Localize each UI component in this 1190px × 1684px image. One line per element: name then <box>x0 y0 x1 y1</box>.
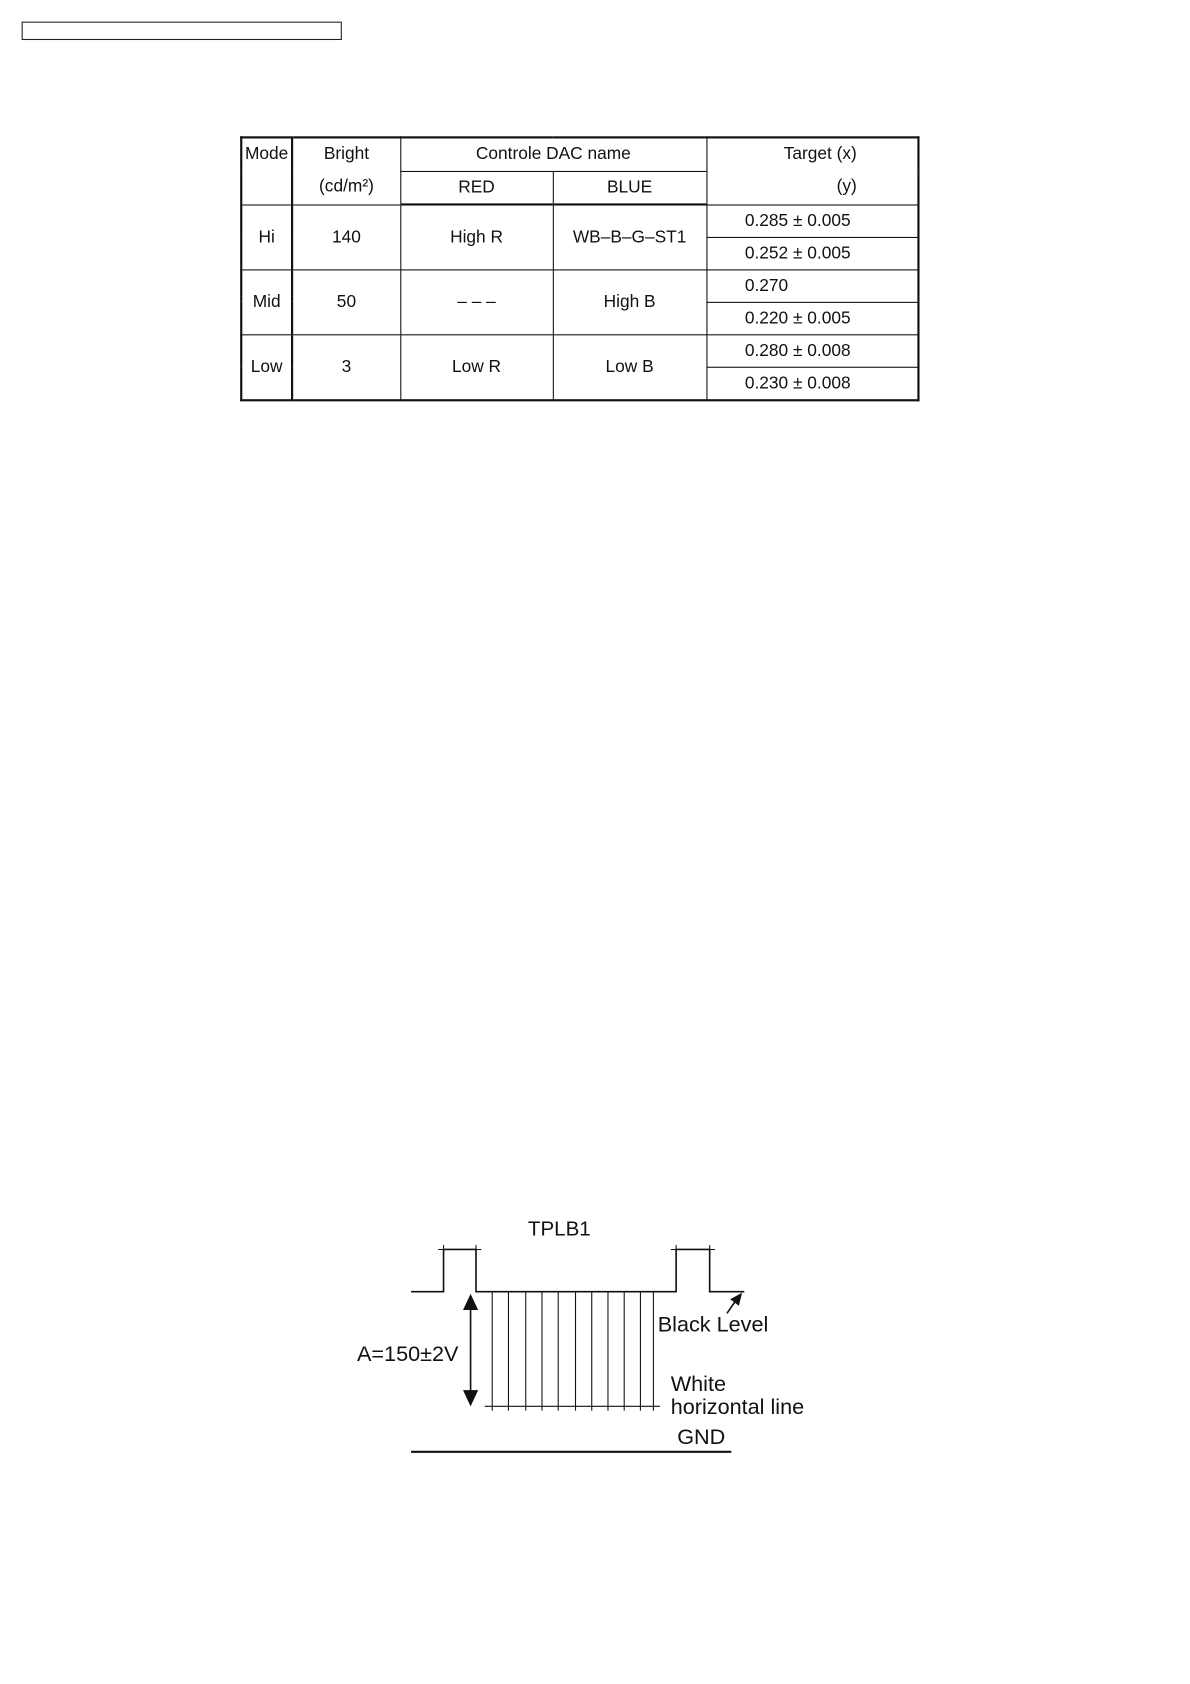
header-target-y: (y) <box>836 177 857 197</box>
black-level-pointer <box>727 1293 742 1314</box>
cell-red: Low R <box>400 334 553 399</box>
table-row <box>241 204 918 236</box>
pulse-ticks <box>438 1245 715 1255</box>
cell-target-y: 0.220 ± 0.005 <box>706 302 918 334</box>
cell-mode: Hi <box>241 204 292 269</box>
header-controle-dac: Controle DAC name <box>400 137 706 171</box>
table-row <box>241 269 918 301</box>
waveform-line <box>411 1249 744 1291</box>
cell-red: – – – <box>400 269 553 334</box>
cell-target-x: 0.280 ± 0.008 <box>706 334 918 366</box>
cell-bright: 50 <box>292 269 400 334</box>
horizontal-line-label: horizontal line <box>670 1393 805 1419</box>
table-header-row <box>241 137 918 171</box>
cell-blue: WB–B–G–ST1 <box>553 204 707 269</box>
header-blue: BLUE <box>553 171 707 205</box>
white-balance-table <box>240 136 919 401</box>
cell-blue: High B <box>553 269 707 334</box>
cell-bright: 140 <box>292 204 400 269</box>
cell-blue: Low B <box>553 334 707 399</box>
header-bright-label: Bright <box>323 145 370 164</box>
cell-red: High R <box>400 204 553 269</box>
header-red: RED <box>400 171 553 205</box>
black-level-label: Black Level <box>657 1311 769 1337</box>
test-point-label: TPLB1 <box>527 1217 591 1241</box>
header-box <box>22 22 342 40</box>
white-line-stripes <box>485 1292 660 1411</box>
cell-bright: 3 <box>292 334 400 399</box>
gnd-label: GND <box>677 1424 726 1450</box>
cell-target-x: 0.270 <box>706 269 918 301</box>
cell-mode: Mid <box>241 269 292 334</box>
header-bright-unit: (cd/m²) <box>319 177 374 197</box>
table-row <box>241 334 918 366</box>
cell-mode: Low <box>241 334 292 399</box>
header-mode: Mode <box>241 137 292 204</box>
amplitude-label: A=150±2V <box>356 1340 459 1366</box>
header-bright <box>292 137 400 204</box>
header-target-x: Target (x) <box>783 145 857 164</box>
header-target <box>706 137 918 204</box>
tplb1-waveform-diagram <box>0 1190 1190 1471</box>
white-label: White <box>670 1371 726 1397</box>
amplitude-arrow <box>463 1294 478 1407</box>
cell-target-x: 0.285 ± 0.005 <box>706 204 918 236</box>
cell-target-y: 0.252 ± 0.005 <box>706 237 918 269</box>
cell-target-y: 0.230 ± 0.008 <box>706 367 918 400</box>
